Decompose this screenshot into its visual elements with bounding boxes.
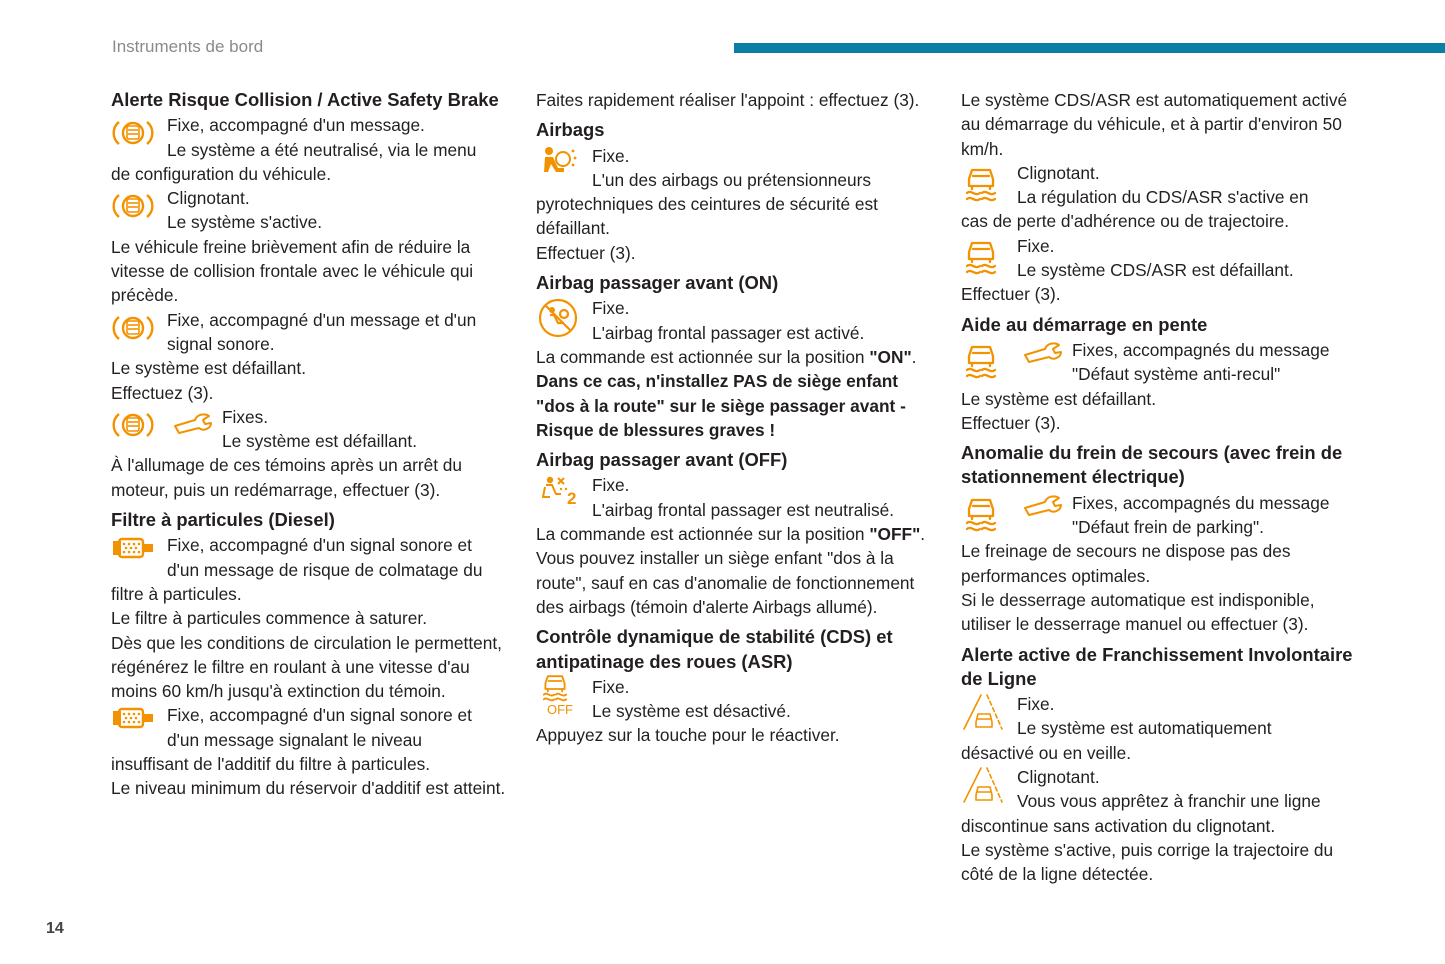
paragraph: Si le desserrage automatique est indisponible, utiliser le desserrage manuel ou effectuer (3). <box>961 589 1315 635</box>
passenger-airbag-on-icon <box>536 296 580 340</box>
paragraph: La commande est actionnée sur la position "ON". <box>536 346 917 367</box>
paragraph: Effectuer (3). <box>961 412 1061 433</box>
paragraph: Vous pouvez installer un siège enfant "dos à la route", sauf en cas d'anomalie de fonctionnement des airbags (témoin d'alerte Airbags allumé). <box>536 548 915 617</box>
warning-entry: Fixe, accompagné d'un signal sonore et d'un message de risque de colmatage du filtre à particules. <box>111 533 506 606</box>
wrench-icon <box>171 411 215 437</box>
warning-entry: Fixes. Le système est défaillant. <box>111 405 506 454</box>
warning-entry: Fixe. Le système est automatiquement désactivé ou en veille. <box>961 694 1272 763</box>
section-title-hill-start: Aide au démarrage en pente <box>961 313 1208 335</box>
warning-entry: Clignotant. Vous vous apprêtez à franchir une ligne discontinue sans activation du clignotant. <box>961 767 1321 836</box>
paragraph: La commande est actionnée sur la position "OFF". <box>536 524 926 545</box>
paragraph: Dès que les conditions de circulation le permettent, régénérez le filtre en roulant à une vitesse d'au moins 60 km/h jusqu'à extinction du témoin. <box>111 632 502 702</box>
warning-entry: Clignotant. Le système s'active. <box>111 186 506 235</box>
paragraph: Appuyez sur la touche pour le réactiver. <box>536 725 840 746</box>
svg-text:OFF: OFF <box>547 701 573 717</box>
paragraph: Effectuer (3). <box>961 284 1061 305</box>
warning-entry: Fixes, accompagnés du message "Défaut frein de parking". <box>961 491 1359 540</box>
section-title-airbags: Airbags <box>536 119 605 141</box>
column-1 <box>111 88 506 801</box>
collision-alert-icon <box>111 113 155 153</box>
wrench-icon <box>1021 493 1065 519</box>
passenger-airbag-off-icon <box>536 473 580 513</box>
paragraph: Le système est défaillant. <box>961 388 1156 409</box>
section-title-cds: Contrôle dynamique de stabilité (CDS) et antipatinage des roues (ASR) <box>536 626 893 672</box>
warning-entry: Clignotant. La régulation du CDS/ASR s'active en cas de perte d'adhérence ou de trajectoire. <box>961 162 1309 232</box>
collision-alert-icon <box>111 405 155 445</box>
lane-departure-icon <box>961 692 1005 732</box>
paragraph: Le freinage de secours ne dispose pas des performances optimales. <box>961 541 1291 586</box>
column-2 <box>536 88 934 748</box>
collision-alert-icon <box>111 308 155 348</box>
paragraph: Effectuez (3). <box>111 382 214 403</box>
lane-departure-icon <box>961 765 1005 805</box>
paragraph: Le filtre à particules commence à saturer. <box>111 608 428 629</box>
wrench-icon <box>1021 340 1065 366</box>
paragraph: Le niveau minimum du réservoir d'additif est atteint. <box>111 778 506 799</box>
svg-text:2: 2 <box>567 489 577 509</box>
stability-control-icon <box>961 491 1005 535</box>
stability-control-icon <box>961 338 1005 382</box>
section-title-emergency-brake: Anomalie du frein de secours (avec frein de stationnement électrique) <box>961 442 1343 488</box>
collision-alert-icon <box>111 186 155 226</box>
warning-entry: Fixe, accompagné d'un message et d'un signal sonore. <box>111 308 506 357</box>
section-title-lane-departure: Alerte active de Franchissement Involontaire de Ligne <box>961 643 1353 689</box>
page-number: 14 <box>46 920 64 937</box>
paragraph: Faites rapidement réaliser l'appoint : effectuez (3). <box>536 90 920 110</box>
stability-control-icon <box>961 161 1005 205</box>
warning-entry: Fixe, accompagné d'un signal sonore et d'un message signalant le niveau insuffisant de l'additif du filtre à particules. <box>111 703 506 776</box>
warning-entry: Fixes, accompagnés du message "Défaut système anti-recul" <box>961 338 1359 387</box>
section-title-airbag-off: Airbag passager avant (OFF) <box>536 449 788 471</box>
section-title-dpf: Filtre à particules (Diesel) <box>111 509 335 531</box>
safety-warning: Dans ce cas, n'installez PAS de siège enfant "dos à la route" sur le siège passager avant - Risque de blessures graves ! <box>536 371 906 440</box>
stability-control-off-icon <box>536 669 580 717</box>
warning-entry: Fixe. Le système CDS/ASR est défaillant. <box>961 234 1359 283</box>
paragraph: Le système CDS/ASR est automatiquement activé au démarrage du véhicule, et à partir d'environ 50 km/h. <box>961 90 1348 159</box>
warning-entry: Fixe. L'un des airbags ou prétensionneurs pyrotechniques des ceintures de sécurité est défaillant. <box>536 145 878 239</box>
warning-entry: Fixe, accompagné d'un message. Le système a été neutralisé, via le menu de configuration du véhicule. <box>111 115 477 184</box>
airbag-icon <box>536 144 580 184</box>
paragraph: À l'allumage de ces témoins après un arrêt du moteur, puis un redémarrage, effectuer (3). <box>111 455 463 500</box>
section-title-airbag-on: Airbag passager avant (ON) <box>536 272 779 294</box>
header-accent-bar <box>734 43 1445 53</box>
paragraph: Le véhicule freine brièvement afin de réduire la vitesse de collision frontale avec le véhicule qui précède. <box>111 236 474 306</box>
warning-entry: Fixe. L'airbag frontal passager est activé. <box>536 296 934 345</box>
paragraph: Le système est défaillant. <box>111 358 306 379</box>
paragraph: Le système s'active, puis corrige la trajectoire du côté de la ligne détectée. <box>961 839 1334 885</box>
particle-filter-icon <box>111 699 157 737</box>
section-title-aeb: Alerte Risque Collision / Active Safety Brake <box>111 89 499 110</box>
warning-entry: OFF Fixe. Le système est désactivé. <box>536 675 934 724</box>
particle-filter-icon <box>111 529 157 567</box>
warning-entry: 2 Fixe. L'airbag frontal passager est neutralisé. <box>536 473 934 522</box>
paragraph: Effectuer (3). <box>536 242 636 263</box>
column-3 <box>961 88 1359 887</box>
header-title: Instruments de bord <box>112 37 264 56</box>
stability-control-icon <box>961 234 1005 278</box>
